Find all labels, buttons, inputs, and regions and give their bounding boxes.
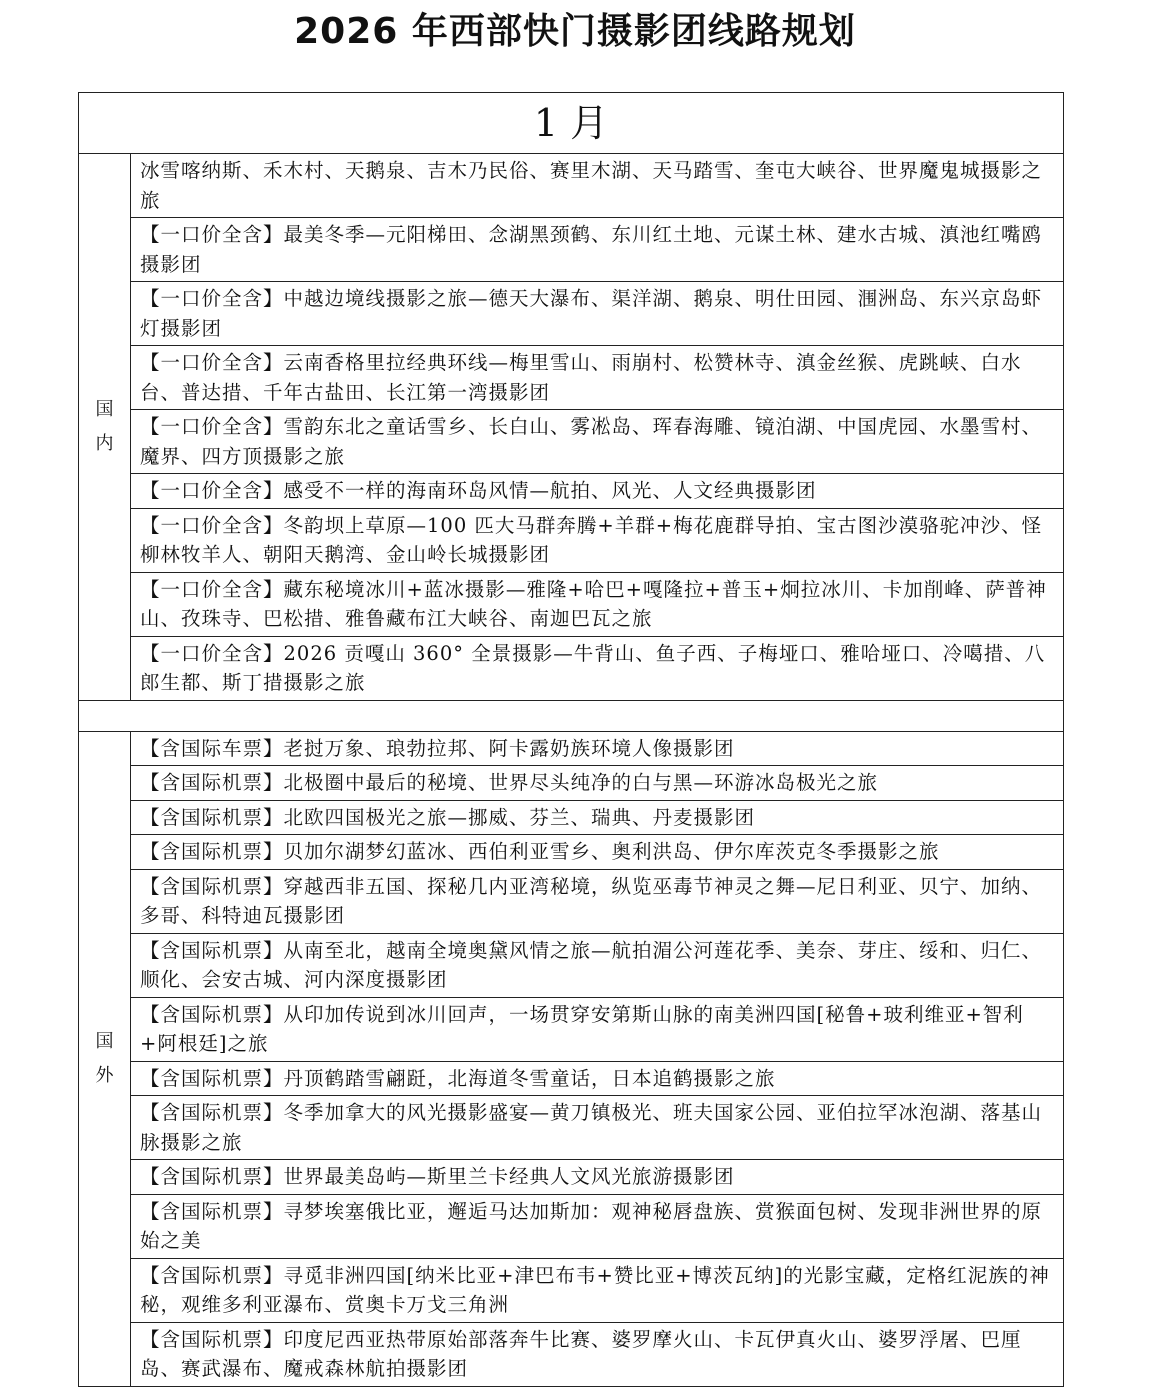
route-item: 【含国际机票】寻梦埃塞俄比亚，邂逅马达加斯加：观神秘唇盘族、赏猴面包树、发现非洲世界的原始之美	[131, 1194, 1064, 1258]
route-item: 【含国际机票】北欧四国极光之旅—挪威、芬兰、瑞典、丹麦摄影团	[131, 800, 1064, 835]
route-item: 【含国际机票】从南至北，越南全境奥黛风情之旅—航拍湄公河莲花季、美奈、芽庄、绥和、归仁、顺化、会安古城、河内深度摄影团	[131, 933, 1064, 997]
spacer-cell	[79, 700, 1064, 731]
route-item: 【一口价全含】藏东秘境冰川+蓝冰摄影—雅隆+哈巴+嘎隆拉+普玉+炯拉冰川、卡加削峰、萨普神山、孜珠寺、巴松措、雅鲁藏布江大峡谷、南迦巴瓦之旅	[131, 572, 1064, 636]
table-row	[79, 474, 1064, 509]
table-row	[79, 800, 1064, 835]
route-item: 【一口价全含】2026 贡嘎山 360° 全景摄影—牛背山、鱼子西、子梅垭口、雅哈垭口、冷噶措、八郎生都、斯丁措摄影之旅	[131, 636, 1064, 700]
route-item: 【含国际机票】丹顶鹤踏雪翩跹，北海道冬雪童话，日本追鹤摄影之旅	[131, 1061, 1064, 1096]
table-row	[79, 1322, 1064, 1386]
month-heading: 1 月	[79, 93, 1064, 154]
table-row	[79, 346, 1064, 410]
table-row	[79, 766, 1064, 801]
month-row	[79, 93, 1064, 154]
region-label-international: 国 外	[79, 731, 131, 1386]
page-title: 2026 年西部快门摄影团线路规划	[294, 11, 856, 52]
route-item: 【一口价全含】感受不一样的海南环岛风情—航拍、风光、人文经典摄影团	[131, 474, 1064, 509]
route-item: 【含国际车票】老挝万象、琅勃拉邦、阿卡露奶族环境人像摄影团	[131, 731, 1064, 766]
route-item: 【含国际机票】穿越西非五国、探秘几内亚湾秘境，纵览巫毒节神灵之舞—尼日利亚、贝宁、加纳、多哥、科特迪瓦摄影团	[131, 869, 1064, 933]
route-item: 【一口价全含】冬韵坝上草原—100 匹大马群奔腾+羊群+梅花鹿群导拍、宝古图沙漠骆驼冲沙、怪柳林牧羊人、朝阳天鹅湾、金山岭长城摄影团	[131, 508, 1064, 572]
table-row	[79, 933, 1064, 997]
table-row	[79, 869, 1064, 933]
route-item: 【含国际机票】贝加尔湖梦幻蓝冰、西伯利亚雪乡、奥利洪岛、伊尔库茨克冬季摄影之旅	[131, 835, 1064, 870]
route-item: 【含国际机票】从印加传说到冰川回声，一场贯穿安第斯山脉的南美洲四国[秘鲁+玻利维亚+智利+阿根廷]之旅	[131, 997, 1064, 1061]
route-item: 【含国际机票】北极圈中最后的秘境、世界尽头纯净的白与黑—环游冰岛极光之旅	[131, 766, 1064, 801]
table-row	[79, 282, 1064, 346]
table-row	[79, 508, 1064, 572]
table-row	[79, 835, 1064, 870]
table-row	[79, 410, 1064, 474]
route-item: 【一口价全含】云南香格里拉经典环线—梅里雪山、雨崩村、松赞林寺、滇金丝猴、虎跳峡、白水台、普达措、千年古盐田、长江第一湾摄影团	[131, 346, 1064, 410]
table-row	[79, 1194, 1064, 1258]
table-row	[79, 1258, 1064, 1322]
spacer-row	[79, 700, 1064, 731]
route-item: 【一口价全含】雪韵东北之童话雪乡、长白山、雾凇岛、珲春海雕、镜泊湖、中国虎园、水墨雪村、魔界、四方顶摄影之旅	[131, 410, 1064, 474]
route-item: 【含国际机票】寻觅非洲四国[纳米比亚+津巴布韦+赞比亚+博茨瓦纳]的光影宝藏，定格红泥族的神秘，观维多利亚瀑布、赏奥卡万戈三角洲	[131, 1258, 1064, 1322]
table-row	[79, 218, 1064, 282]
table-row	[79, 1096, 1064, 1160]
route-plan-table	[78, 92, 1064, 1387]
route-item: 【含国际机票】印度尼西亚热带原始部落奔牛比赛、婆罗摩火山、卡瓦伊真火山、婆罗浮屠、巴厘岛、赛武瀑布、魔戒森林航拍摄影团	[131, 1322, 1064, 1386]
table-row	[79, 997, 1064, 1061]
table-row	[79, 154, 1064, 218]
region-label-domestic: 国 内	[79, 154, 131, 701]
route-item: 【含国际机票】冬季加拿大的风光摄影盛宴—黄刀镇极光、班夫国家公园、亚伯拉罕冰泡湖、落基山脉摄影之旅	[131, 1096, 1064, 1160]
table-row	[79, 636, 1064, 700]
route-item: 【一口价全含】中越边境线摄影之旅—德天大瀑布、渠洋湖、鹅泉、明仕田园、涠洲岛、东兴京岛虾灯摄影团	[131, 282, 1064, 346]
table-row	[79, 572, 1064, 636]
table-row	[79, 731, 1064, 766]
route-item: 【含国际机票】世界最美岛屿—斯里兰卡经典人文风光旅游摄影团	[131, 1160, 1064, 1195]
route-item: 【一口价全含】最美冬季—元阳梯田、念湖黑颈鹤、东川红土地、元谋土林、建水古城、滇池红嘴鸥摄影团	[131, 218, 1064, 282]
route-item: 冰雪喀纳斯、禾木村、天鹅泉、吉木乃民俗、赛里木湖、天马踏雪、奎屯大峡谷、世界魔鬼城摄影之旅	[131, 154, 1064, 218]
table-row	[79, 1160, 1064, 1195]
table-row	[79, 1061, 1064, 1096]
